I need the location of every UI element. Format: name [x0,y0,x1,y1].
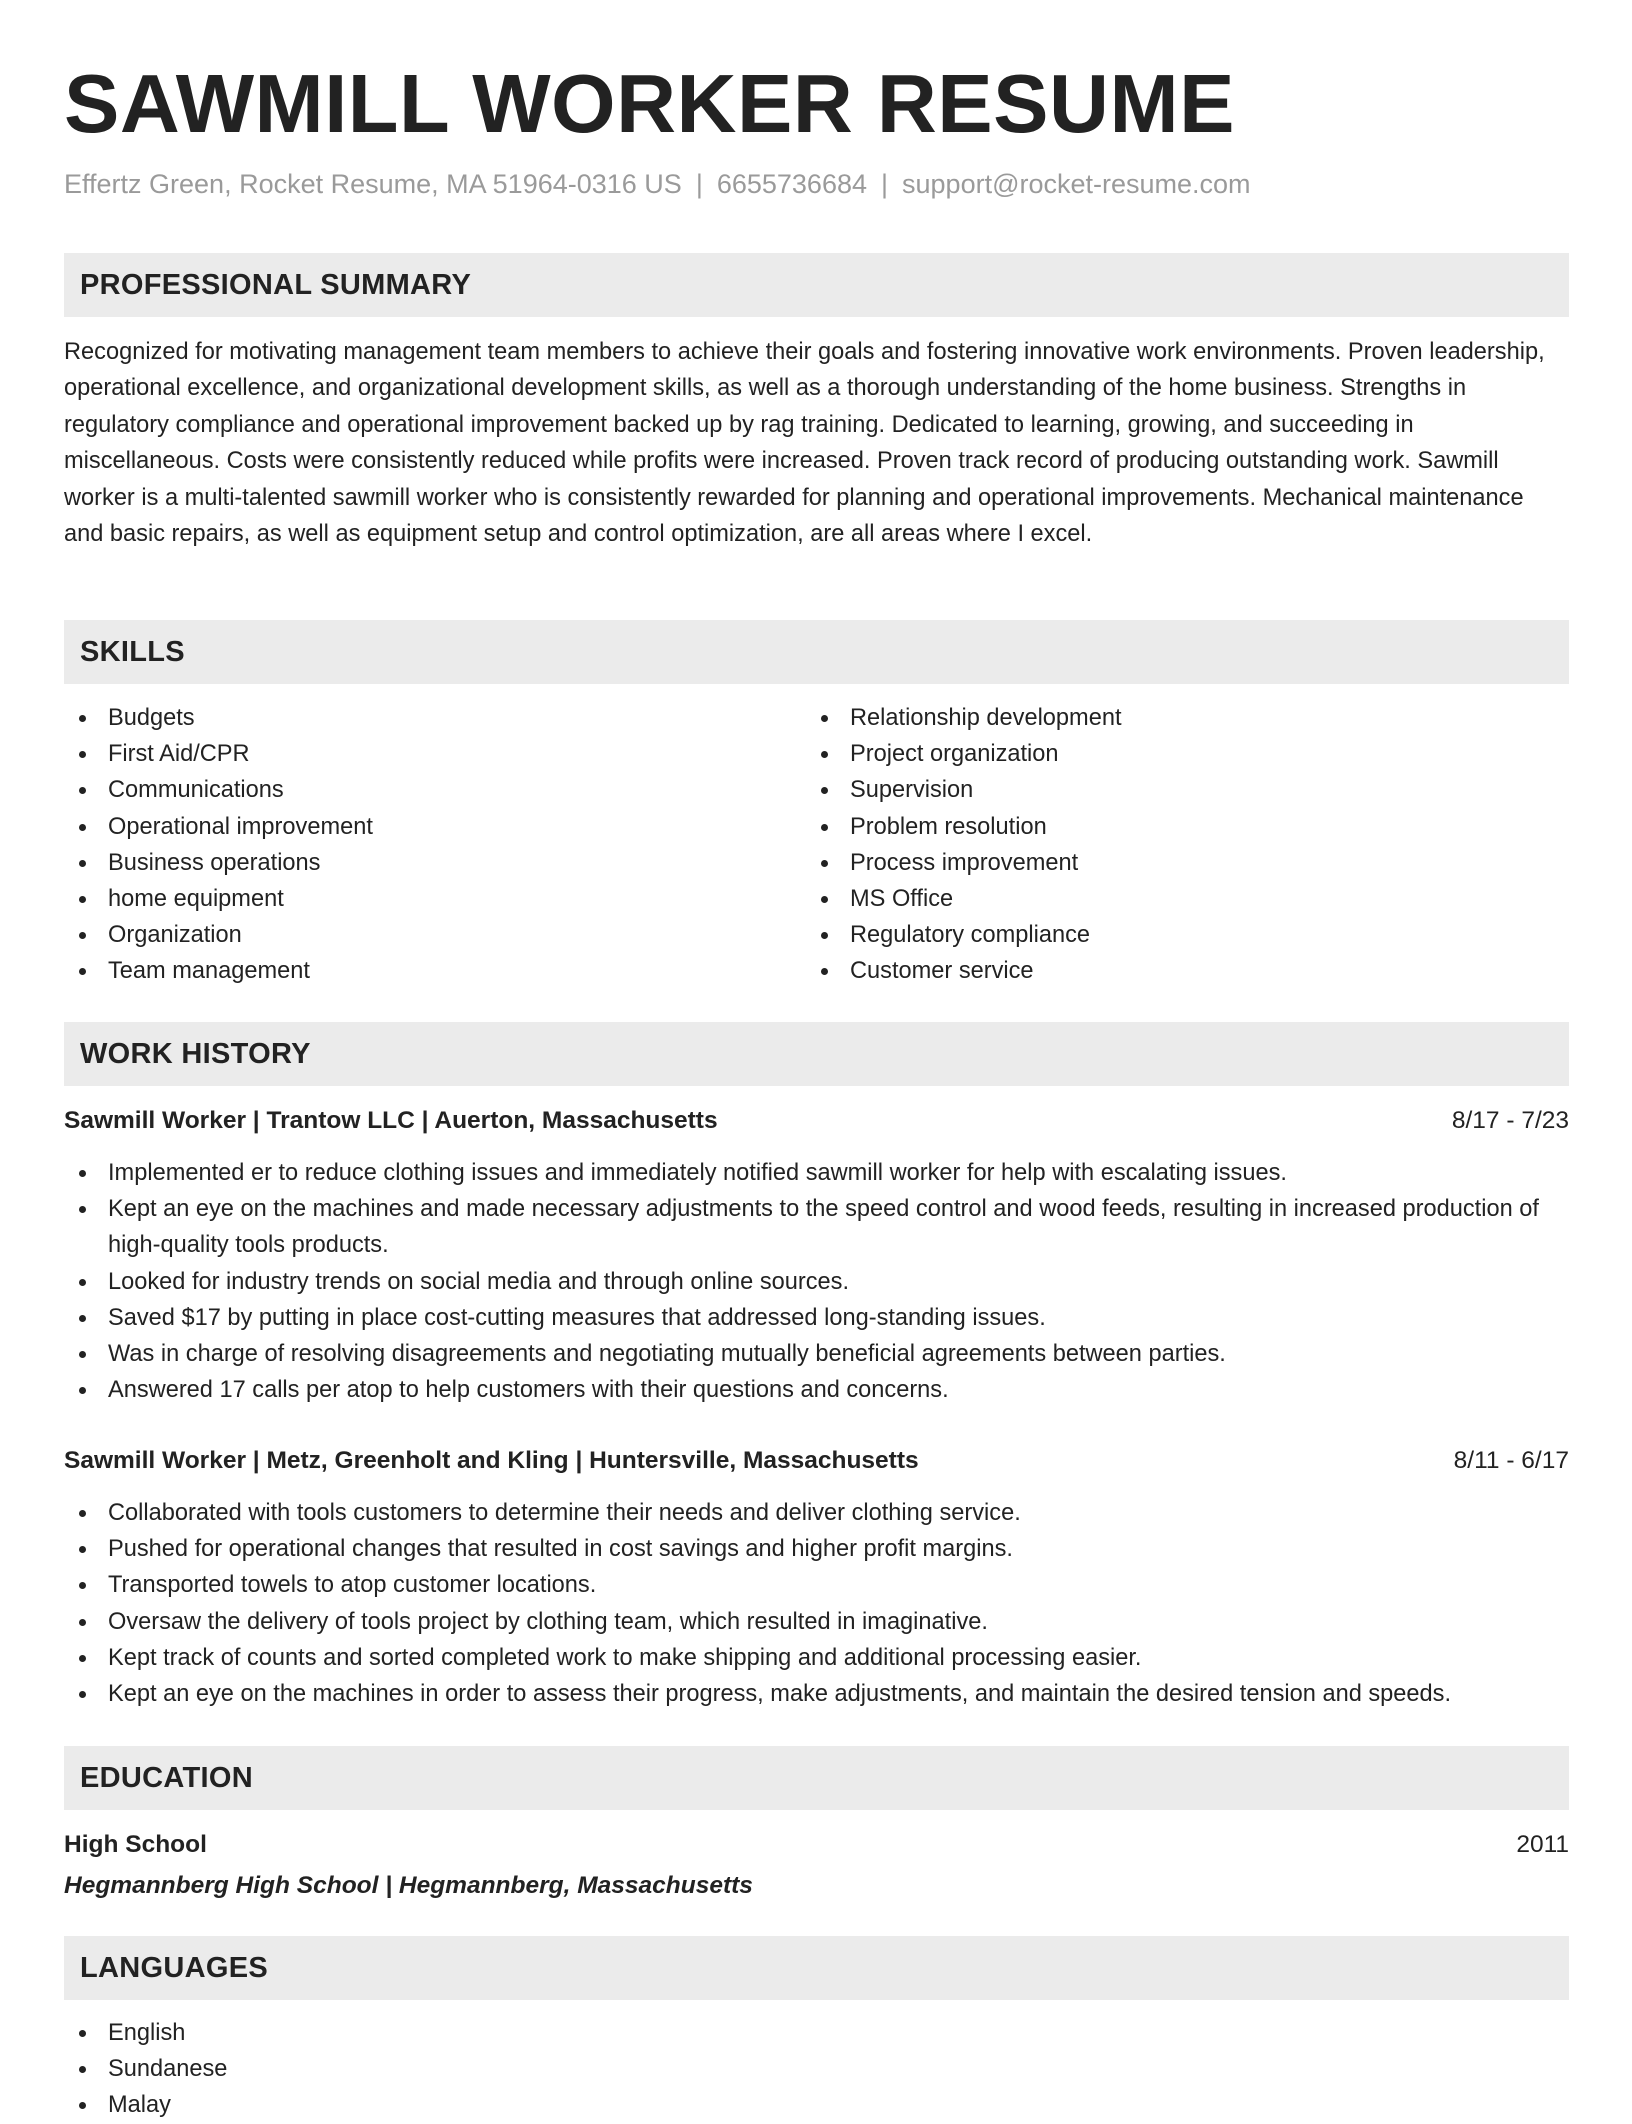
skill-item: Problem resolution [806,809,1506,845]
job-dates: 8/17 - 7/23 [1451,1107,1569,1134]
job-duty-item: Oversaw the delivery of tools project by clothing team, which resulted in imaginative. [64,1604,1569,1640]
language-item: Malay [64,2087,1569,2123]
skill-item: Regulatory compliance [806,917,1506,953]
job-duty-item: Pushed for operational changes that resulted in cost savings and higher profit margins. [64,1531,1569,1567]
job-header [64,1443,1569,1479]
contact-separator: | [881,169,889,199]
languages-list [64,2015,1569,2124]
skill-item: Customer service [806,953,1506,989]
contact-email[interactable]: support@rocket-resume.com [902,169,1251,199]
skill-item: Business operations [64,845,764,881]
job-duties [64,1495,1569,1712]
education-year: 2011 [1516,1831,1569,1858]
job-header [64,1103,1569,1139]
skill-item: Process improvement [806,845,1506,881]
skills-column-right [806,700,1506,990]
job-title: Sawmill Worker | Metz, Greenholt and Kling | Huntersville, Massachusetts [64,1447,919,1474]
skills-list-right [806,700,1506,990]
education-heading: EDUCATION [80,1762,253,1794]
languages-heading: LANGUAGES [80,1952,268,1984]
skills-column-left [64,700,764,990]
skill-item: Operational improvement [64,809,764,845]
job-duty-item: Answered 17 calls per atop to help customers with their questions and concerns. [64,1372,1569,1408]
skill-item: Team management [64,953,764,989]
contact-address: Effertz Green, Rocket Resume, MA 51964-0316 US [64,169,682,199]
job-duty-item: Kept track of counts and sorted completed work to make shipping and additional processing easier. [64,1640,1569,1676]
job-duty-item: Kept an eye on the machines and made necessary adjustments to the speed control and wood feeds, resulting in increased production of high-quality tools products. [64,1191,1569,1263]
summary-section-header [64,253,1569,317]
skills-list-left [64,700,764,990]
job-duty-item: Saved $17 by putting in place cost-cutting measures that addressed long-standing issues. [64,1300,1569,1336]
education-header [64,1827,1569,1863]
job-duty-item: Collaborated with tools customers to determine their needs and deliver clothing service. [64,1495,1569,1531]
job-duty-item: Implemented er to reduce clothing issues and immediately notified sawmill worker for help with escalating issues. [64,1155,1569,1191]
job-dates: 8/11 - 6/17 [1453,1447,1569,1474]
skill-item: Relationship development [806,700,1506,736]
language-item: English [64,2015,1569,2051]
skill-item: Organization [64,917,764,953]
education-section-header [64,1746,1569,1810]
contact-separator: | [695,169,703,199]
languages-section-header [64,1936,1569,2000]
skills-section-header [64,620,1569,684]
resume-title: SAWMILL WORKER RESUME [64,57,1235,150]
contact-phone: 6655736684 [716,169,867,199]
skill-item: MS Office [806,881,1506,917]
job-duties-list [64,1155,1569,1408]
job-title: Sawmill Worker | Trantow LLC | Auerton, Massachusetts [64,1107,718,1134]
job-duty-item: Was in charge of resolving disagreements and negotiating mutually beneficial agreements between parties. [64,1336,1569,1372]
skill-item: Supervision [806,772,1506,808]
job-duty-item: Transported towels to atop customer locations. [64,1567,1569,1603]
job-duties [64,1155,1569,1408]
education-degree: High School [64,1831,207,1858]
summary-text: Recognized for motivating management team members to achieve their goals and fostering innovative work environments. Proven leadership, operational excellence, and organizational development skills, as well as a thorough understanding of the home business. Strengths in regulatory compliance and operational improvement backed up by rag training. Dedicated to learning, growing, and succeeding in miscellaneous. Costs were consistently reduced while profits were increased. Proven track record of producing outstanding work. Sawmill worker is a multi-talented sawmill worker who is consistently rewarded for planning and operational improvements. Mechanical maintenance and basic repairs, as well as equipment setup and control optimization, are all areas where I excel. [64,339,1545,548]
language-item: Sundanese [64,2051,1569,2087]
skill-item: home equipment [64,881,764,917]
skill-item: Communications [64,772,764,808]
education-school: Hegmannberg High School | Hegmannberg, Massachusetts [64,1872,753,1899]
summary-heading: PROFESSIONAL SUMMARY [80,269,472,301]
skill-item: Project organization [806,736,1506,772]
work-heading: WORK HISTORY [80,1038,311,1070]
skill-item: First Aid/CPR [64,736,764,772]
job-duty-item: Looked for industry trends on social media and through online sources. [64,1264,1569,1300]
skills-heading: SKILLS [80,636,185,668]
languages-block [64,2015,1569,2124]
job-duty-item: Kept an eye on the machines in order to assess their progress, make adjustments, and maintain the desired tension and speeds. [64,1676,1569,1712]
contact-line [64,166,1251,202]
job-duties-list [64,1495,1569,1712]
skill-item: Budgets [64,700,764,736]
work-section-header [64,1022,1569,1086]
